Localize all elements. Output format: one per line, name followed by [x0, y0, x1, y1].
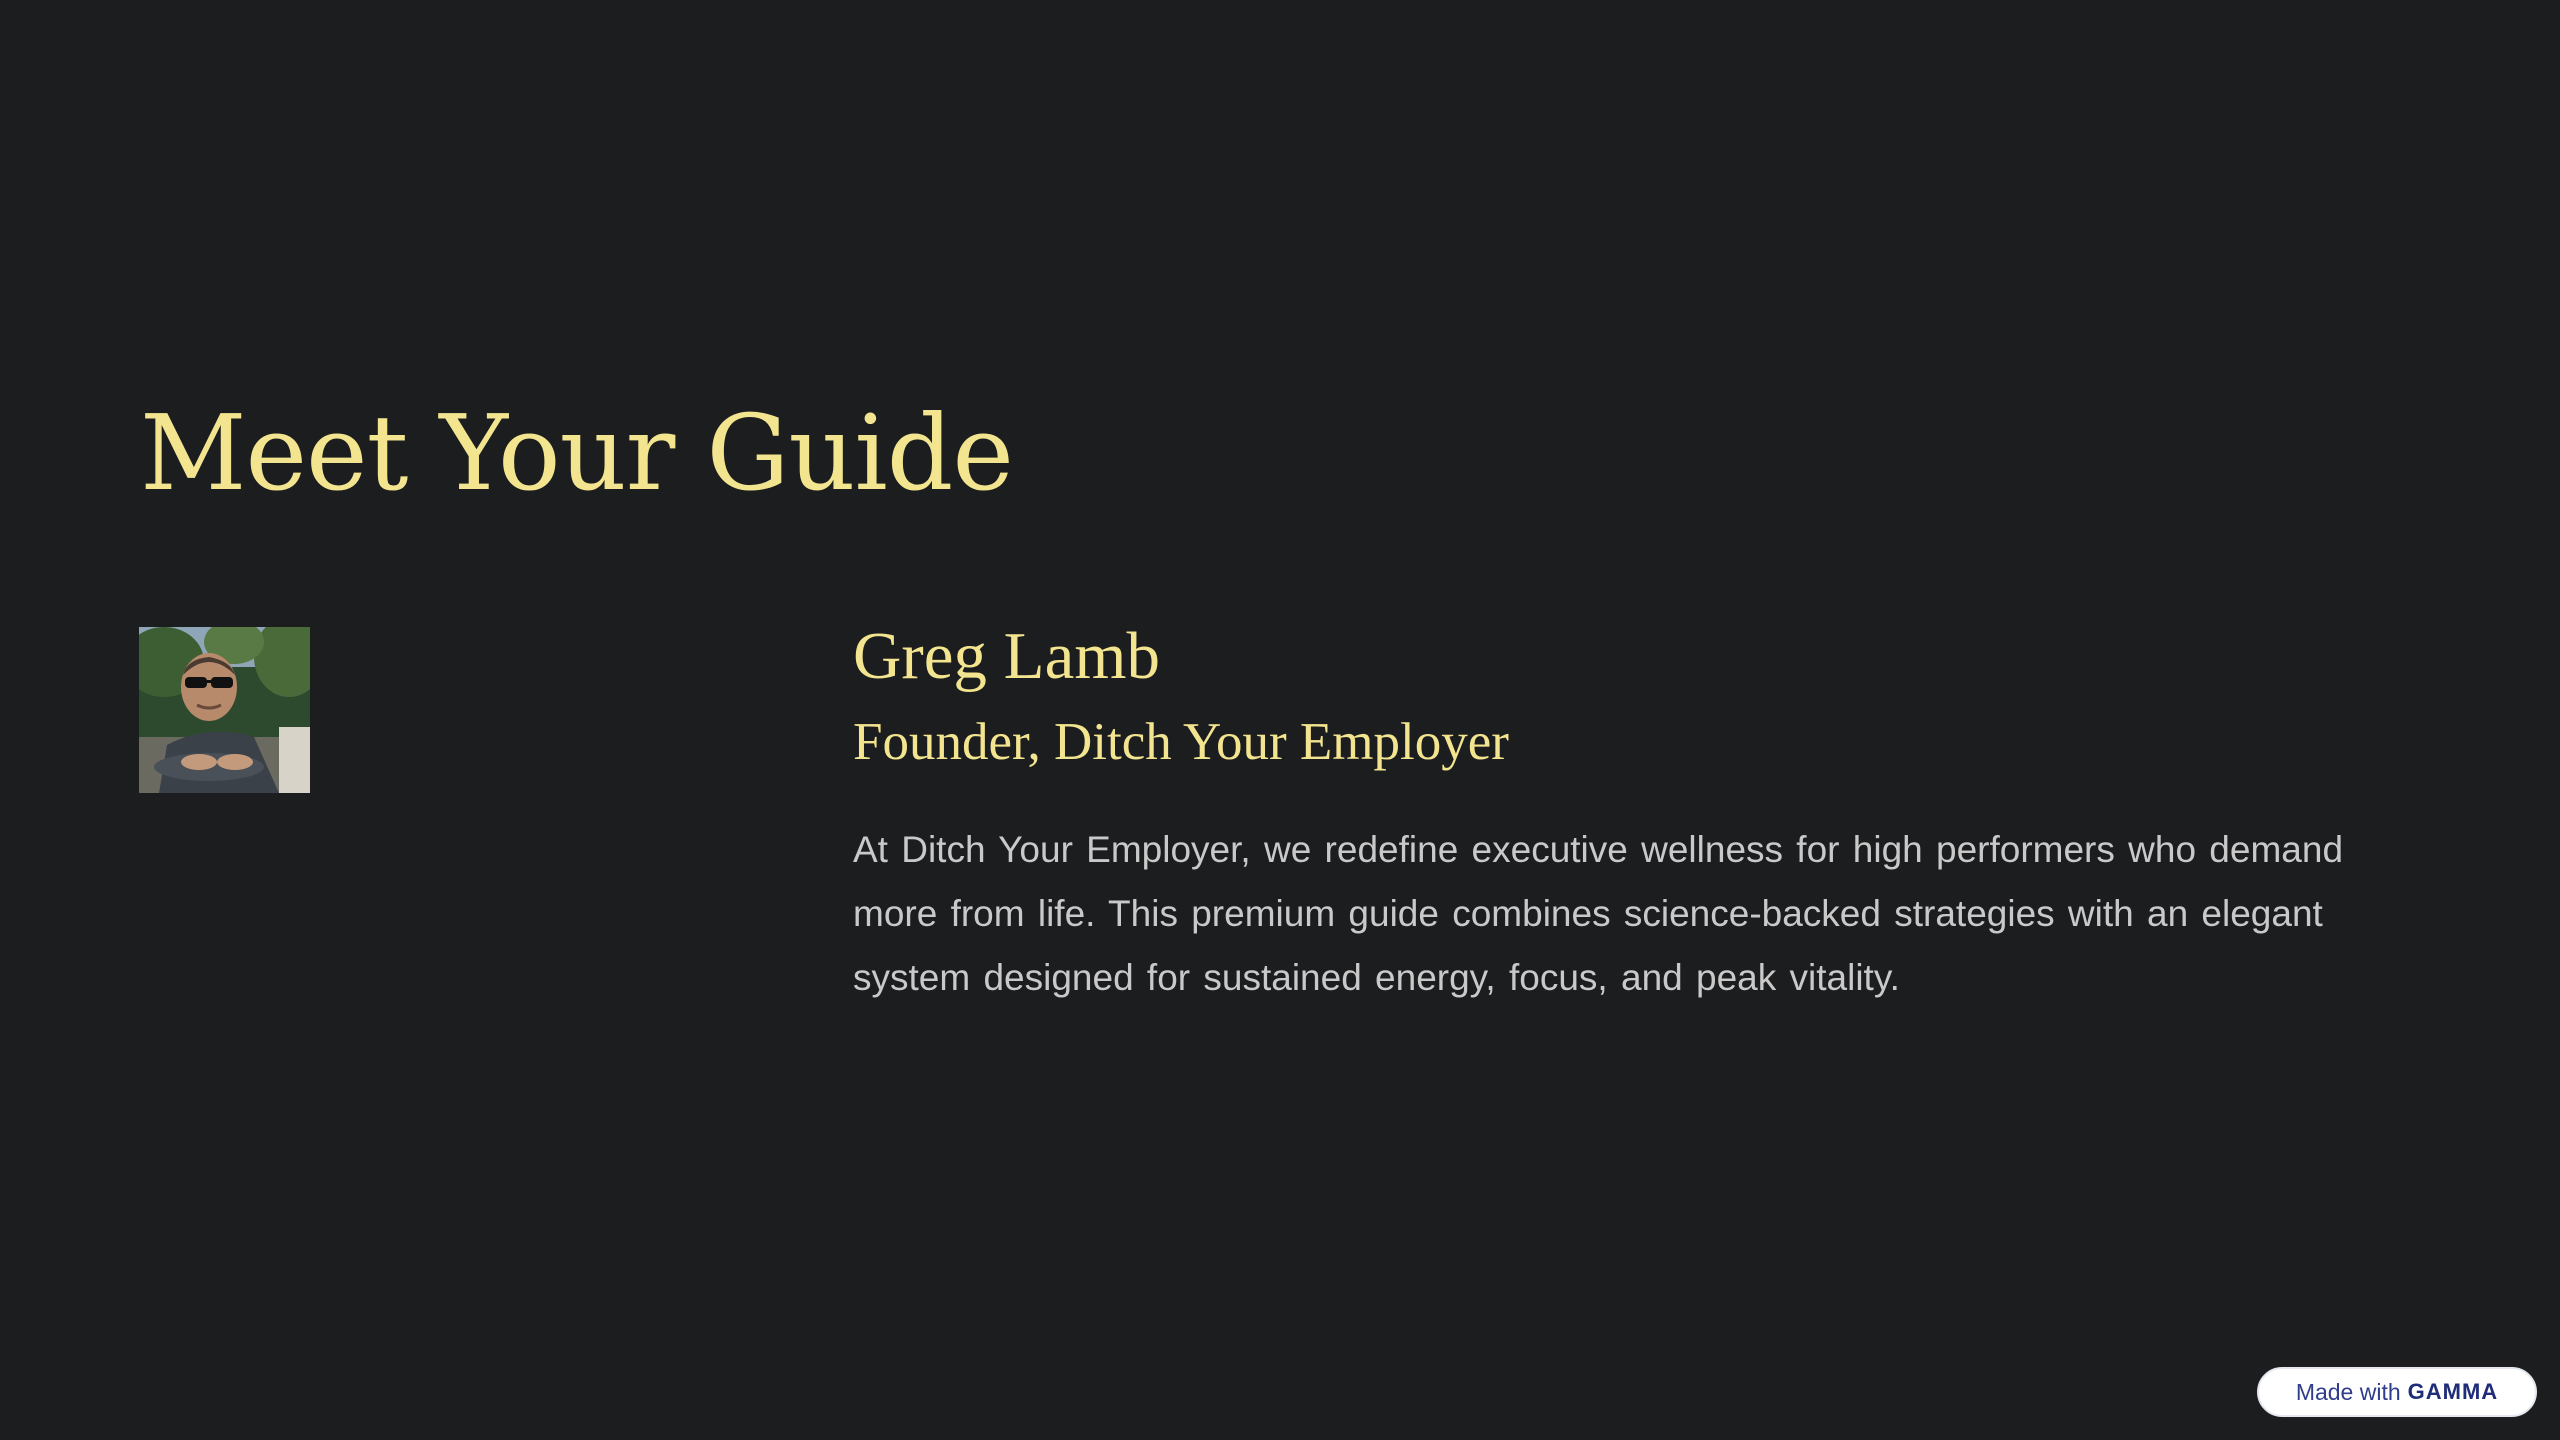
guide-role: Founder, Ditch Your Employer [853, 713, 1509, 771]
guide-name: Greg Lamb [853, 619, 1160, 693]
badge-prefix-text: Made with [2295, 1378, 2401, 1405]
made-with-gamma-badge[interactable] [2257, 1367, 2537, 1417]
portrait-image [139, 627, 310, 793]
guide-bio: At Ditch Your Employer, we redefine executive wellness for high performers who demand more from life. This premium guide combines science-backed strategies with an elegant system designed for sustained energy, focus, and peak vitality. [853, 829, 2344, 998]
profile-photo [139, 627, 310, 793]
gamma-logo: GAMMA [2407, 1379, 2499, 1404]
slide-title: Meet Your Guide [140, 392, 1013, 514]
